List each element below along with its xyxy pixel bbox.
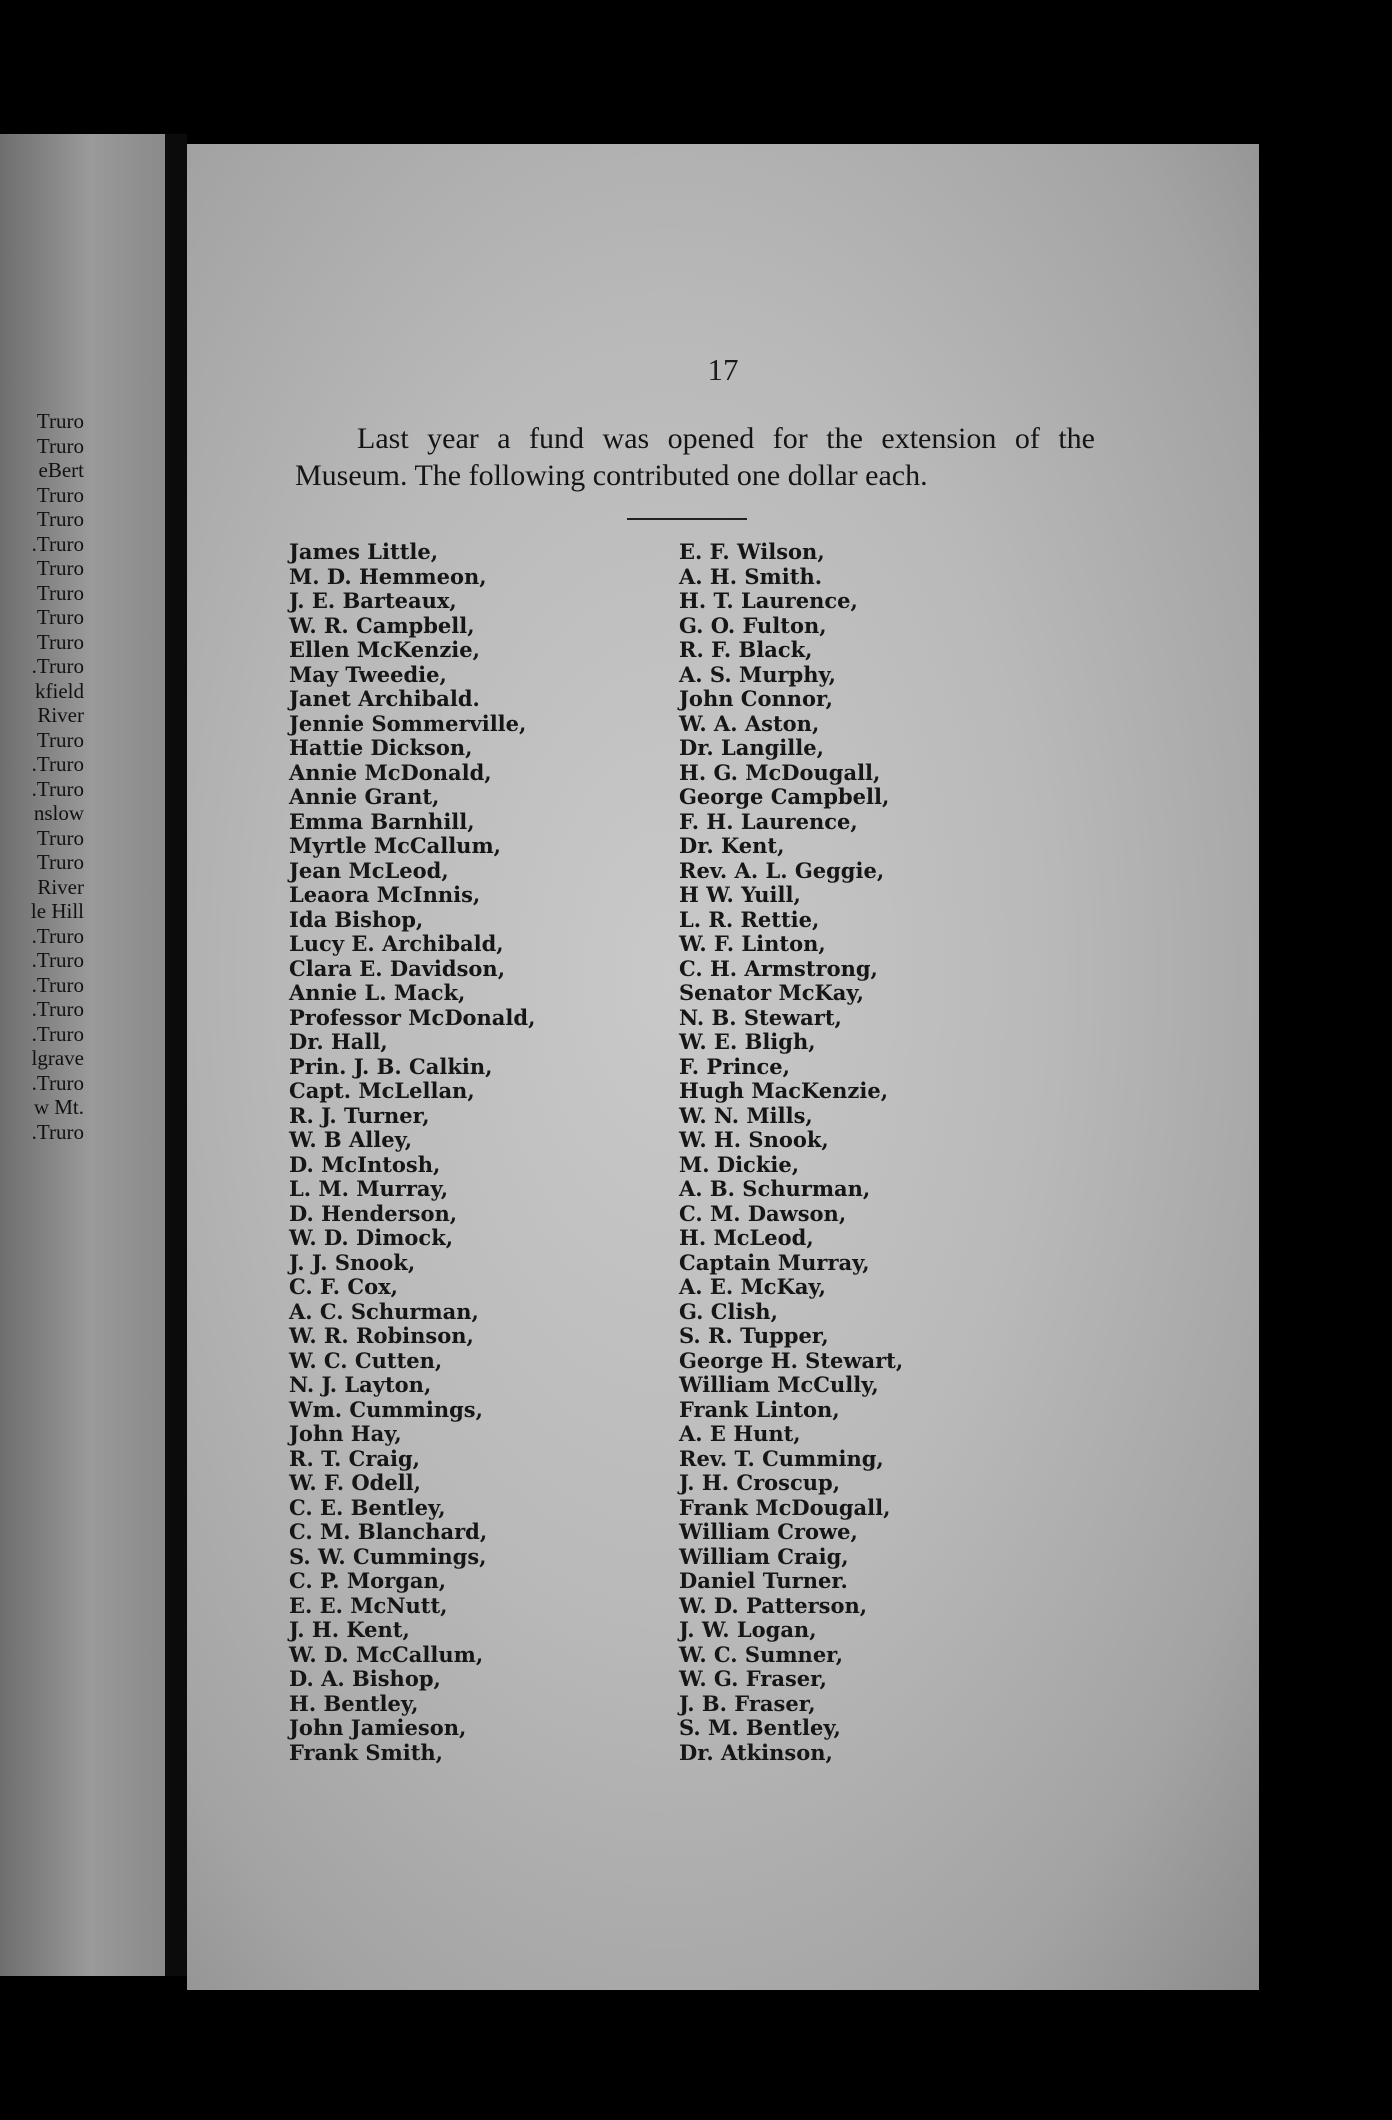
contributor-name: John Hay, <box>289 1421 402 1446</box>
contributor-name: W. N. Mills, <box>679 1102 813 1128</box>
contributor-name: Daniel Turner. <box>679 1568 848 1593</box>
contributor-name: C. F. Cox, <box>289 1274 398 1299</box>
contributor-name: M. Dickie, <box>679 1151 800 1177</box>
contributor-name: S. M. Bentley, <box>679 1715 841 1740</box>
contributor-name: William Crowe, <box>679 1519 858 1544</box>
contributor-name: D. Henderson, <box>289 1200 458 1226</box>
contributor-name: Annie L. Mack, <box>289 980 466 1005</box>
contributor-name: C. M. Blanchard, <box>289 1519 488 1544</box>
contributor-name: Annie McDonald, <box>289 759 492 785</box>
contributor-name: W. F. Odell, <box>289 1470 421 1495</box>
contributor-name: S. R. Tupper, <box>679 1323 829 1348</box>
contributor-name: Prin. J. B. Calkin, <box>289 1053 493 1079</box>
contributor-name: Ellen McKenzie, <box>289 637 480 662</box>
place-name: .Truro <box>31 972 84 997</box>
contributor-name: A. B. Schurman, <box>679 1176 871 1201</box>
contributor-name: L. R. Rettie, <box>679 906 820 932</box>
place-name: Truro <box>36 580 84 605</box>
place-name: .Truro <box>31 654 84 678</box>
place-name: River <box>37 703 84 727</box>
contributor-name: Capt. McLellan, <box>289 1078 475 1103</box>
place-name: .Truro <box>31 1070 84 1095</box>
contributor-name: John Connor, <box>679 686 833 711</box>
place-name: Truro <box>36 507 84 531</box>
contributor-name: Frank Smith, <box>289 1739 443 1765</box>
contributor-name: Dr. Kent, <box>679 833 785 858</box>
contributor-name: G. Clish, <box>679 1298 778 1324</box>
contributor-name: Wm. Cummings, <box>289 1396 483 1422</box>
contributor-name: W. C. Cutten, <box>289 1347 443 1373</box>
contributor-name: Leaora McInnis, <box>289 882 481 907</box>
contributor-name: A. E. McKay, <box>679 1274 826 1299</box>
contributor-name: Rev. T. Cumming, <box>679 1445 884 1471</box>
contributor-name: W. D. McCallum, <box>289 1641 484 1667</box>
place-name: .Truro <box>31 531 84 556</box>
page <box>187 144 1259 1990</box>
place-name: eBert <box>38 458 84 482</box>
contributor-name: S. W. Cummings, <box>289 1543 487 1569</box>
contributor-name: C. P. Morgan, <box>289 1568 447 1593</box>
place-name: nslow <box>33 801 84 825</box>
contributor-name: D. McIntosh, <box>289 1151 441 1177</box>
contributor-name: John Jamieson, <box>289 1715 467 1740</box>
contributor-name: Clara E. Davidson, <box>289 955 505 981</box>
place-name: .Truro <box>31 948 84 972</box>
contributor-name: W. H. Snook, <box>679 1127 829 1152</box>
contributor-name: W. G. Fraser, <box>679 1666 827 1691</box>
contributor-name: J. B. Fraser, <box>679 1690 816 1716</box>
contributor-name: George H. Stewart, <box>679 1347 904 1373</box>
contributor-name: Dr. Hall, <box>289 1029 388 1054</box>
intro-paragraph: Last year a fund was opened for the extension of the Museum. The following contributed one dollar each. <box>295 422 1095 492</box>
contributor-name: Senator McKay, <box>679 980 864 1005</box>
contributor-name: Annie Grant, <box>289 784 440 809</box>
place-name: Truro <box>36 825 84 850</box>
place-name: Truro <box>36 433 84 458</box>
contributor-name: H. McLeod, <box>679 1225 814 1250</box>
contributor-name: W. B Alley, <box>289 1127 413 1152</box>
contributor-name: Lucy E. Archibald, <box>289 931 504 956</box>
contributor-name: Professor McDonald, <box>289 1004 536 1030</box>
place-name: Truro <box>36 727 84 752</box>
contributor-name: W. F. Linton, <box>679 931 826 956</box>
contributor-name: F. H. Laurence, <box>679 808 858 834</box>
contributor-name: Dr. Langille, <box>679 735 824 760</box>
contributor-name: H. T. Laurence, <box>679 588 858 613</box>
contributor-name: C. H. Armstrong, <box>679 955 878 981</box>
contributor-name: Dr. Atkinson, <box>679 1739 833 1765</box>
contributor-name: E. E. McNutt, <box>289 1592 448 1618</box>
place-name: Truro <box>36 605 84 629</box>
place-name: .Truro <box>31 997 84 1021</box>
contributor-name: J. H. Croscup, <box>679 1470 841 1495</box>
place-name: River <box>37 874 84 899</box>
contributor-name: N. B. Stewart, <box>679 1004 842 1030</box>
contributor-name: George Campbell, <box>679 784 890 809</box>
page-number: 17 <box>707 352 739 387</box>
contributor-name: James Little, <box>289 539 439 564</box>
contributor-name: A. C. Schurman, <box>289 1298 479 1324</box>
place-name: w Mt. <box>33 1095 84 1119</box>
place-name: Truro <box>36 850 84 874</box>
contributor-name: A. S. Murphy, <box>679 661 836 687</box>
contributor-name: W. E. Bligh, <box>679 1029 816 1054</box>
contributor-name: M. D. Hemmeon, <box>289 563 487 589</box>
contributor-name: W. C. Sumner, <box>679 1641 844 1667</box>
place-name: .Truro <box>31 752 84 776</box>
contributor-name: W. D. Dimock, <box>289 1225 454 1250</box>
contributor-name: H. G. McDougall, <box>679 759 881 785</box>
place-name: Truro <box>36 556 84 580</box>
contributor-name: Ida Bishop, <box>289 906 424 932</box>
place-name: Truro <box>36 409 84 433</box>
contributor-name: W. R. Campbell, <box>289 612 475 638</box>
contributor-name: W. A. Aston, <box>679 710 820 736</box>
contributor-name: N. J. Layton, <box>289 1372 432 1397</box>
contributor-name: Captain Murray, <box>679 1249 870 1275</box>
place-name: .Truro <box>31 1021 84 1046</box>
contributor-name: A. H. Smith. <box>679 563 823 589</box>
previous-page-fragment <box>0 134 165 1976</box>
section-rule <box>627 518 747 520</box>
contributor-name: Frank Linton, <box>679 1396 840 1422</box>
contributor-name: Hugh MacKenzie, <box>679 1078 889 1103</box>
contributor-name: J. H. Kent, <box>289 1617 410 1642</box>
place-name-column <box>0 409 84 1144</box>
contributor-name: L. M. Murray, <box>289 1176 449 1201</box>
contributor-name: Emma Barnhill, <box>289 808 475 834</box>
contributor-name: J. E. Barteaux, <box>289 588 457 613</box>
place-name: .Truro <box>31 776 84 801</box>
contributor-name: G. O. Fulton, <box>679 612 827 638</box>
contributor-name: C. E. Bentley, <box>289 1494 446 1520</box>
place-name: .Truro <box>31 1119 84 1144</box>
place-name: Truro <box>36 482 84 507</box>
contributor-name: Jean McLeod, <box>289 857 449 883</box>
contributor-name: J. W. Logan, <box>679 1617 817 1642</box>
contributor-column-left <box>289 540 535 1765</box>
contributor-name: R. J. Turner, <box>289 1102 430 1128</box>
contributor-name: Myrtle McCallum, <box>289 833 501 858</box>
contributor-name: H. Bentley, <box>289 1690 419 1716</box>
contributor-name: C. M. Dawson, <box>679 1200 847 1226</box>
contributor-name: H W. Yuill, <box>679 882 801 907</box>
contributor-name: Frank McDougall, <box>679 1494 891 1520</box>
contributor-name: May Tweedie, <box>289 661 447 687</box>
place-name: lgrave <box>31 1046 84 1070</box>
contributor-name: F. Prince, <box>679 1053 790 1079</box>
contributor-name: W. D. Patterson, <box>679 1592 868 1618</box>
contributor-name: W. R. Robinson, <box>289 1323 474 1348</box>
contributor-name: E. F. Wilson, <box>679 539 825 564</box>
book-gutter <box>165 134 187 1976</box>
contributor-name: R. T. Craig, <box>289 1445 420 1471</box>
place-name: kfield <box>35 678 84 703</box>
contributor-name: J. J. Snook, <box>289 1249 416 1275</box>
place-name: le Hill <box>30 899 84 923</box>
contributor-name: Jennie Sommerville, <box>289 710 527 736</box>
contributor-name: William Craig, <box>679 1543 849 1569</box>
contributor-name: D. A. Bishop, <box>289 1666 441 1691</box>
contributor-name: William McCully, <box>679 1372 879 1397</box>
place-name: .Truro <box>31 923 84 948</box>
contributor-name: Janet Archibald. <box>289 686 480 711</box>
contributor-name: Rev. A. L. Geggie, <box>679 857 885 883</box>
contributor-name: R. F. Black, <box>679 637 813 662</box>
contributor-name: Hattie Dickson, <box>289 735 473 760</box>
contributor-name: A. E Hunt, <box>679 1421 801 1446</box>
place-name: Truro <box>36 629 84 654</box>
contributor-column-right <box>679 540 903 1765</box>
